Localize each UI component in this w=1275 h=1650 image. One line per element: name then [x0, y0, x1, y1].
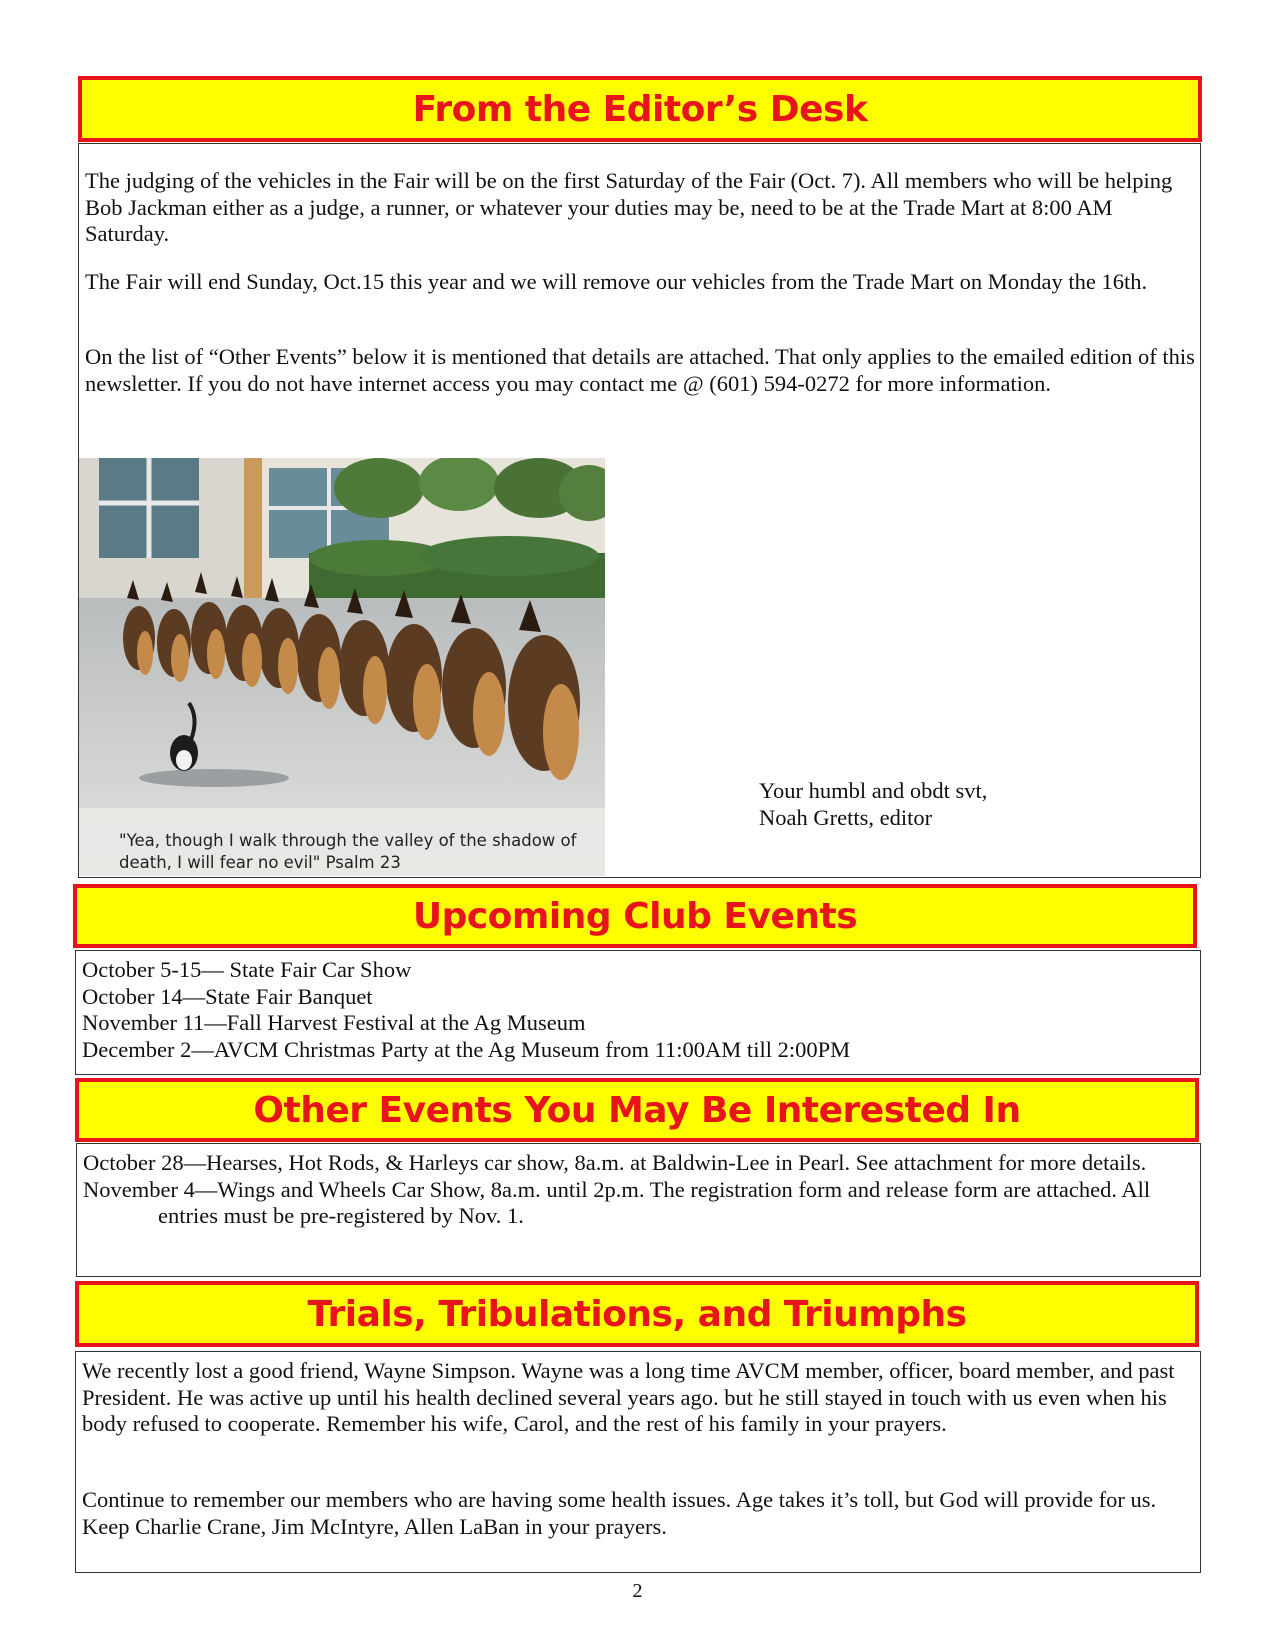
upcoming-event-item: October 14—State Fair Banquet: [82, 983, 373, 1009]
editor-heading: From the Editor’s Desk: [78, 76, 1202, 142]
photo-caption-line-2: death, I will fear no evil" Psalm 23: [119, 853, 401, 872]
photo-caption-line-1: "Yea, though I walk through the valley of the shadow of: [119, 831, 577, 850]
photo-caption: [119, 830, 579, 874]
editor-paragraph-3: On the list of “Other Events” below it is mentioned that details are attached. That only applies to the emailed edition of this newsletter. If you do not have internet access you may contact me @ (601) 594-0272 for more information.: [85, 344, 1195, 396]
editor-content-box: [78, 143, 1201, 878]
other-events-heading: Other Events You May Be Interested In: [75, 1078, 1199, 1142]
trials-paragraph-1: We recently lost a good friend, Wayne Simpson. Wayne was a long time AVCM member, officer, board member, and past President. He was active up until his health declined several years ago. but he still stayed in touch with us even when his body refused to cooperate. Remember his wife, Carol, and the rest of his family in your prayers.: [82, 1358, 1175, 1436]
editor-signoff: [759, 778, 987, 831]
editor-paragraph-2: The Fair will end Sunday, Oct.15 this year and we will remove our vehicles from the Trade Mart on Monday the 16th.: [85, 269, 1148, 294]
trials-content-box: [75, 1351, 1201, 1573]
trials-paragraph-2: Continue to remember our members who are having some health issues. Age takes it’s toll, but God will provide for us. Keep Charlie Crane, Jim McIntyre, Allen LaBan in your prayers.: [82, 1487, 1157, 1539]
trials-heading: Trials, Tribulations, and Triumphs: [75, 1281, 1199, 1347]
signoff-line-1: Your humbl and obdt svt,: [759, 778, 988, 803]
upcoming-event-item: October 5-15— State Fair Car Show: [82, 957, 412, 982]
page-number: 2: [632, 1580, 643, 1602]
other-events-box: [76, 1143, 1201, 1277]
upcoming-events-box: [75, 950, 1201, 1075]
upcoming-events-heading: Upcoming Club Events: [73, 884, 1197, 948]
signoff-line-2: Noah Gretts, editor: [759, 804, 933, 830]
editor-paragraph-1: The judging of the vehicles in the Fair will be on the first Saturday of the Fair (Oct. 7). All members who will be helping Bob Jackman either as a judge, a runner, or whatever your duties may be, need to be at the Trade Mart at 8:00 AM Saturday.: [85, 168, 1173, 246]
dogs-and-cat-photo: [79, 458, 605, 876]
other-event-item: November 4—Wings and Wheels Car Show, 8a.m. until 2p.m. The registration form and release form are attached. All entries must be pre-registered by Nov. 1.: [83, 1176, 1151, 1228]
other-event-item: October 28—Hearses, Hot Rods, & Harleys car show, 8a.m. at Baldwin-Lee in Pearl. See attachment for more details.: [83, 1150, 1147, 1175]
upcoming-event-item: December 2—AVCM Christmas Party at the Ag Museum from 11:00AM till 2:00PM: [82, 1036, 851, 1062]
upcoming-event-item: November 11—Fall Harvest Festival at the Ag Museum: [82, 1010, 586, 1035]
